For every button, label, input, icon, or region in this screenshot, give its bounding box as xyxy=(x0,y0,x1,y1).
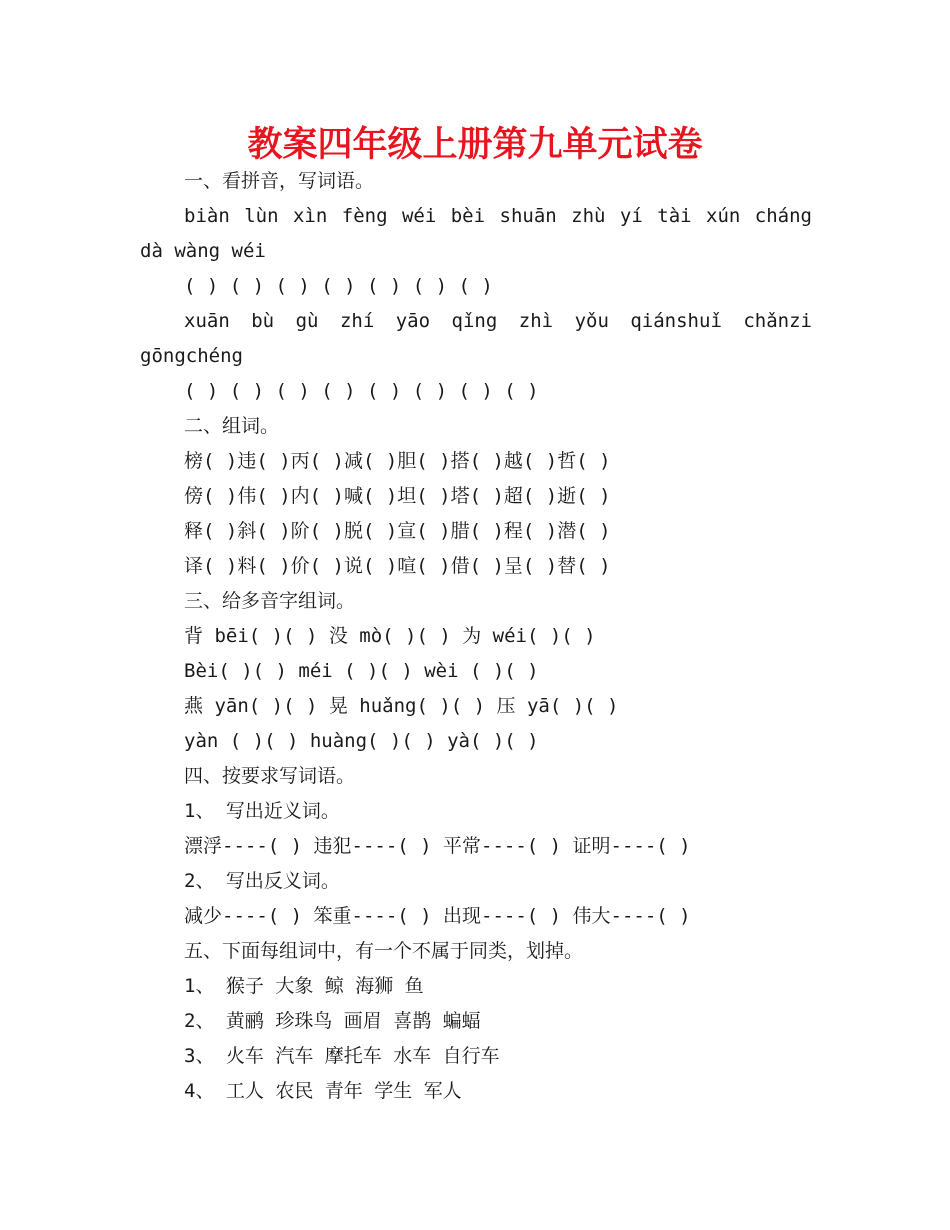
word-group-line: 译( )料( )价( )说( )喧( )借( )呈( )替( ) xyxy=(184,555,611,577)
question-item: 1、 写出近义词。 xyxy=(184,800,340,822)
answer-blanks: ( ) ( ) ( ) ( ) ( ) ( ) ( ) xyxy=(184,275,493,297)
polyphone-line: 燕 yān( )( ) 晃 huǎng( )( ) 压 yā( )( ) xyxy=(184,695,619,717)
word-group-line: 释( )斜( )阶( )脱( )宣( )腊( )程( )潜( ) xyxy=(184,520,611,542)
section-heading: 三、给多音字组词。 xyxy=(184,590,356,612)
question-item: 2、 写出反义词。 xyxy=(184,870,340,892)
pinyin-line: biàn lùn xìn fèng wéi bèi shuān zhù yí tài xún cháng xyxy=(184,205,812,227)
pinyin-line: xuān bù gù zhí yāo qǐng zhì yǒu qiánshuǐ chǎnzi xyxy=(184,310,812,332)
question-item: 4、 工人 农民 青年 学生 军人 xyxy=(184,1080,462,1102)
synonym-line: 漂浮----( ) 违犯----( ) 平常----( ) 证明----( ) xyxy=(184,835,691,857)
pinyin-line: gōngchéng xyxy=(140,345,243,367)
section-heading: 五、下面每组词中，有一个不属于同类，划掉。 xyxy=(184,940,584,962)
polyphone-line: 背 bēi( )( ) 没 mò( )( ) 为 wéi( )( ) xyxy=(184,625,596,647)
question-item: 1、 猴子 大象 鲸 海狮 鱼 xyxy=(184,975,424,997)
section-heading: 一、看拼音，写词语。 xyxy=(184,170,375,192)
page-title: 教案四年级上册第九单元试卷 xyxy=(247,125,703,165)
pinyin-line: dà wàng wéi xyxy=(140,240,266,262)
word-group-line: 傍( )伟( )内( )喊( )坦( )塔( )超( )逝( ) xyxy=(184,485,611,507)
answer-blanks: ( ) ( ) ( ) ( ) ( ) ( ) ( ) ( ) xyxy=(184,380,539,402)
section-heading: 二、组词。 xyxy=(184,415,280,437)
question-item: 3、 火车 汽车 摩托车 水车 自行车 xyxy=(184,1045,500,1067)
document-body xyxy=(140,164,812,1109)
question-item: 2、 黄鹂 珍珠鸟 画眉 喜鹊 蝙蝠 xyxy=(184,1010,481,1032)
polyphone-line: yàn ( )( ) huàng( )( ) yà( )( ) xyxy=(184,730,539,752)
word-group-line: 榜( )违( )丙( )减( )胆( )搭( )越( )哲( ) xyxy=(184,450,611,472)
polyphone-line: Bèi( )( ) méi ( )( ) wèi ( )( ) xyxy=(184,660,539,682)
antonym-line: 减少----( ) 笨重----( ) 出现----( ) 伟大----( ) xyxy=(184,905,691,927)
section-heading: 四、按要求写词语。 xyxy=(184,765,356,787)
